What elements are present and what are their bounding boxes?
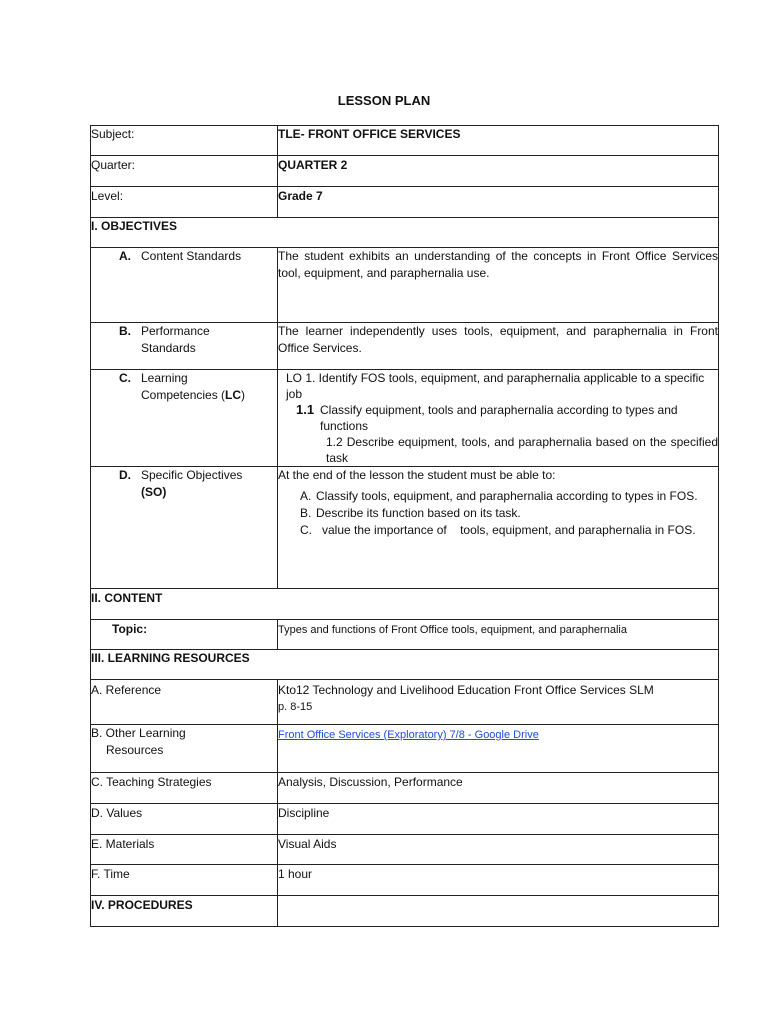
values-label: D. Values [91,804,278,835]
learning-competencies-label-line2 [141,387,277,404]
content-standards-letter: A. [119,249,131,263]
topic-value: Types and functions of Front Office tools, equipment, and paraphernalia [278,620,719,650]
other-resources-value-cell [278,725,719,773]
so-item-a [300,488,718,505]
performance-standards-letter: B. [119,324,131,338]
lc-item-1-num: 1.1 [296,402,315,417]
other-resources-label-line2: Resources [106,743,164,757]
reference-value: Kto12 Technology and Livelihood Education Front Office Services SLM [278,683,654,697]
topic-row [91,620,719,650]
procedures-row [91,896,719,927]
quarter-label: Quarter: [91,156,278,187]
content-standards-label: Content Standards [141,249,242,263]
so-item-c [300,522,718,539]
so-item-a-mark: A. [300,489,312,503]
so-item-a-text: Classify tools, equipment, and paraphernalia according to types in FOS. [316,489,698,503]
specific-objectives-label-line1: Specific Objectives [141,468,243,482]
specific-objectives-label-line2: (SO) [141,485,167,499]
quarter-value: QUARTER 2 [278,156,719,187]
performance-standards-label-cell [91,323,278,370]
values-row [91,804,719,835]
level-value: Grade 7 [278,187,719,218]
level-row [91,187,719,218]
lc-label-pre: Competencies ( [141,388,226,402]
lc-label-bold: LC [225,388,242,402]
teaching-strategies-value: Analysis, Discussion, Performance [278,773,719,804]
learning-competencies-letter: C. [119,371,131,385]
reference-label: A. Reference [91,680,278,725]
materials-row [91,835,719,865]
so-item-c-mark: C. [300,523,312,537]
specific-objectives-row [91,467,719,589]
content-heading: II. CONTENT [91,589,719,620]
performance-standards-value: The learner independently uses tools, equipment, and paraphernalia in Front Office Services. [278,323,719,370]
objectives-heading-row [91,218,719,248]
time-label: F. Time [91,865,278,896]
procedures-value-cell [278,896,719,927]
document-title: LESSON PLAN [337,93,431,108]
content-standards-label-cell [91,248,278,323]
teaching-strategies-row [91,773,719,804]
specific-objectives-value-cell [278,467,719,589]
lc-item-2: 1.2 Describe equipment, tools, and paraphernalia based on the specified task [326,435,718,465]
other-resources-label-cell [91,725,278,773]
reference-pages: p. 8-15 [278,701,313,713]
so-item-b-text: Describe its function based on its task. [316,506,521,520]
learning-competencies-row [91,370,719,467]
content-standards-row [91,248,719,323]
learning-competencies-label-cell [91,370,278,467]
specific-objectives-letter: D. [119,468,131,482]
procedures-heading: IV. PROCEDURES [91,896,278,927]
resources-heading: III. LEARNING RESOURCES [91,650,719,680]
values-value: Discipline [278,804,719,835]
level-label: Level: [91,187,278,218]
subject-label: Subject: [91,126,278,156]
google-drive-link[interactable]: Front Office Services (Exploratory) 7/8 - Google Drive [278,729,539,741]
subject-value: TLE- FRONT OFFICE SERVICES [278,126,719,156]
lesson-plan-table [90,125,719,927]
subject-row [91,126,719,156]
resources-heading-row [91,650,719,680]
materials-value: Visual Aids [278,835,719,865]
content-standards-value: The student exhibits an understanding of the concepts in Front Office Services tool, equipment, and paraphernalia use. [278,248,719,323]
other-resources-row [91,725,719,773]
reference-row [91,680,719,725]
specific-objectives-label-cell [91,467,278,589]
materials-label: E. Materials [91,835,278,865]
so-item-b [300,505,718,522]
so-intro: At the end of the lesson the student must be able to: [278,468,556,482]
performance-standards-row [91,323,719,370]
time-value: 1 hour [278,865,719,896]
lc-label-post: ) [241,388,246,402]
learning-competencies-value-cell [278,370,719,467]
other-resources-label-line1: B. Other Learning [91,726,186,740]
performance-standards-label-line2: Standards [141,341,196,355]
performance-standards-label-line1: Performance [141,324,210,338]
lo1-text: LO 1. Identify FOS tools, equipment, and paraphernalia applicable to a specific job [286,371,705,401]
quarter-row [91,156,719,187]
learning-competencies-label-line1: Learning [141,371,188,385]
topic-label: Topic: [91,620,278,650]
content-heading-row [91,589,719,620]
so-item-c-text: value the importance of tools, equipment, and paraphernalia in FOS. [322,523,696,537]
objectives-heading: I. OBJECTIVES [91,218,719,248]
reference-value-cell [278,680,719,725]
teaching-strategies-label: C. Teaching Strategies [91,773,278,804]
time-row [91,865,719,896]
so-item-b-mark: B. [300,506,312,520]
lc-item-1 [278,402,718,434]
lc-item-1-text: Classify equipment, tools and paraphernalia according to types and functions [320,403,678,433]
